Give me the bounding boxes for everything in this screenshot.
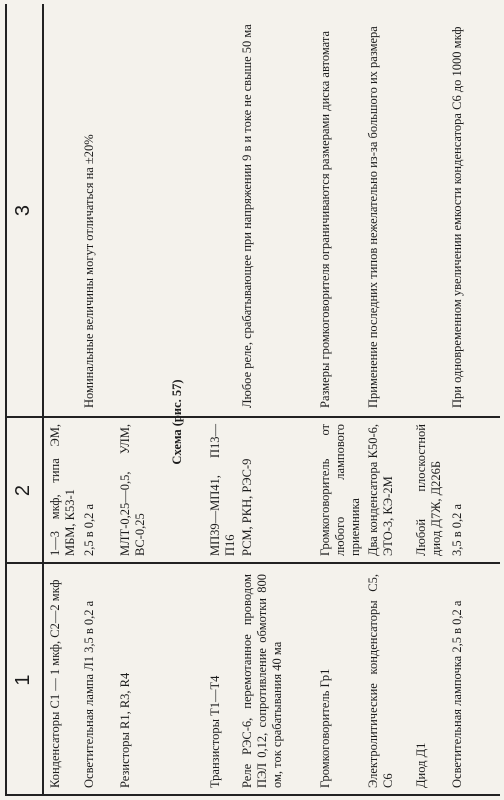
- row-8-col-3: Применение последних типов нежелательно из-за большого их размера: [366, 26, 380, 408]
- row-10-col-3: При одновременном увеличении емкости конденсатора С6 до 1000 мкф: [450, 26, 464, 408]
- row-3-col-2: МЛТ-0,25—0,5, УЛМ, ВС-0,25: [118, 424, 147, 556]
- header-rule: [42, 4, 44, 796]
- left-rule: [5, 795, 500, 797]
- row-7-col-2: Громкоговоритель от любого лампового приемника: [318, 424, 362, 556]
- row-9-col-1: Диод Д1: [414, 742, 428, 788]
- row-7-col-1: Громкоговоритель Гр1: [318, 668, 332, 788]
- row-2-col-3: Номинальные величины могут отличаться на ±20%: [82, 134, 96, 408]
- row-9-col-2: Любой плоскостной диод Д7Ж, Д226Б: [414, 424, 443, 556]
- row-6-col-3: Любое реле, срабатывающее при напряжении 9 в и токе не свыше 50 ма: [240, 24, 254, 408]
- row-10-col-1: Осветительная лампочка 2,5 в 0,2 а: [450, 600, 464, 788]
- header-col-3: 3: [11, 204, 34, 217]
- col-divider-1: [5, 563, 500, 565]
- row-5-col-2: МП39—МП41, П13—П16: [208, 424, 237, 556]
- section-title-scheme: Схема (рис. 57): [170, 379, 184, 465]
- header-col-2: 2: [11, 484, 34, 497]
- row-5-col-1: Транзисторы Т1—Т4: [208, 675, 222, 788]
- row-3-col-1: Резисторы R1, R3, R4: [118, 672, 132, 788]
- col-divider-2: [5, 417, 500, 419]
- row-6-col-1: Реле РЭС-6, перемотанное проводом ПЭЛ 0,12, сопротивление обмотки 800 ом, ток срабатывания 40 ма: [240, 574, 284, 788]
- header-col-1: 1: [11, 674, 34, 686]
- row-8-col-1: Электролитические конденсаторы С5, С6: [366, 574, 395, 788]
- row-1-col-1: Конденсаторы С1 — 1 мкф, С2—2 мкф: [48, 579, 62, 788]
- row-10-col-2: 3,5 в 0,2 а: [450, 503, 464, 556]
- row-8-col-2: Два конденсатора К50-6, ЭТО-3, КЭ-2М: [366, 424, 395, 556]
- row-6-col-2: РСМ, РКН, РЭС-9: [240, 458, 254, 556]
- row-2-col-1: Осветительная лампа Л1 3,5 в 0,2 а: [82, 600, 96, 788]
- row-2-col-2: 2,5 в 0,2 а: [82, 503, 96, 556]
- row-7-col-3: Размеры громкоговорителя ограничиваются размерами диска автомата: [318, 30, 332, 408]
- row-1-col-2: 1—3 мкф, типа ЭМ, МБМ, К53-1: [48, 424, 77, 556]
